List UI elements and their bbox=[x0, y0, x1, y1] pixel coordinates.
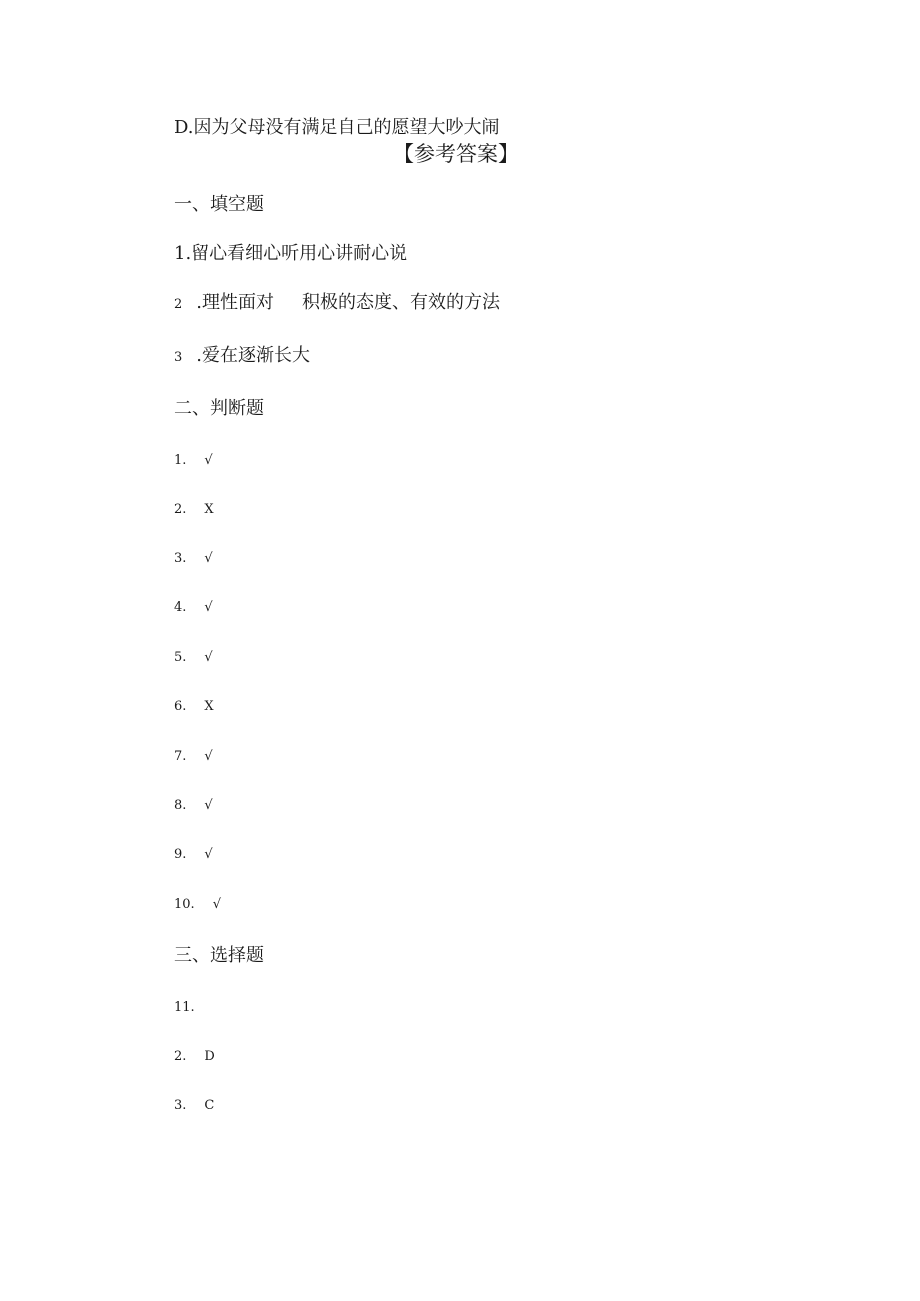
true-false-item bbox=[174, 552, 213, 565]
true-false-item bbox=[174, 651, 213, 664]
true-false-item-number: 9. bbox=[174, 847, 187, 862]
answer-key-title-text: 【参考答案】 bbox=[393, 142, 519, 166]
true-false-item-number: 2. bbox=[174, 502, 187, 517]
fill-in-item-2-number: 2 bbox=[174, 297, 183, 312]
fill-in-item-3-number: 3 bbox=[174, 350, 183, 365]
true-false-heading: 二、判断题 bbox=[174, 398, 264, 419]
true-false-item-number: 4. bbox=[174, 600, 187, 615]
true-false-item-number: 1. bbox=[174, 453, 187, 468]
true-false-item-mark: X bbox=[204, 699, 214, 714]
fill-in-heading: 一、填空题 bbox=[174, 194, 264, 215]
true-false-item bbox=[174, 898, 221, 911]
fill-in-item-2-answer-b: 积极的态度、有效的方法 bbox=[302, 292, 501, 313]
true-false-item-number: 8. bbox=[174, 798, 187, 813]
multiple-choice-item-answer: C bbox=[204, 1098, 215, 1113]
answer-key-title bbox=[0, 144, 920, 165]
true-false-item-mark: √ bbox=[212, 897, 221, 912]
true-false-item bbox=[174, 750, 213, 763]
true-false-item-mark: X bbox=[204, 502, 214, 517]
true-false-item bbox=[174, 454, 213, 467]
fill-in-item-3 bbox=[174, 347, 310, 365]
fill-in-item-3-answer: .爱在逐渐长大 bbox=[196, 345, 311, 366]
true-false-item-number: 3. bbox=[174, 551, 187, 566]
true-false-item bbox=[174, 848, 213, 861]
true-false-item bbox=[174, 503, 214, 516]
multiple-choice-item bbox=[174, 1001, 213, 1014]
true-false-item-mark: √ bbox=[204, 650, 213, 665]
multiple-choice-item bbox=[174, 1050, 215, 1063]
multiple-choice-item-number: 2. bbox=[174, 1049, 187, 1064]
fill-in-item-2 bbox=[174, 294, 500, 312]
true-false-item-mark: √ bbox=[204, 798, 213, 813]
true-false-item-mark: √ bbox=[204, 600, 213, 615]
true-false-item-mark: √ bbox=[204, 551, 213, 566]
multiple-choice-item-answer: D bbox=[204, 1049, 215, 1064]
true-false-item-number: 10. bbox=[174, 897, 195, 912]
multiple-choice-item-number: 3. bbox=[174, 1098, 187, 1113]
true-false-item bbox=[174, 601, 213, 614]
true-false-item-number: 6. bbox=[174, 699, 187, 714]
fill-in-item-2-answer-a: .理性面对 bbox=[196, 292, 275, 313]
true-false-item bbox=[174, 700, 214, 713]
true-false-item-mark: √ bbox=[204, 749, 213, 764]
true-false-item-number: 7. bbox=[174, 749, 187, 764]
multiple-choice-item bbox=[174, 1099, 214, 1112]
fill-in-item-1: 1.留心看细心听用心讲耐心说 bbox=[174, 243, 408, 264]
true-false-item-number: 5. bbox=[174, 650, 187, 665]
true-false-item-mark: √ bbox=[204, 453, 213, 468]
true-false-item-mark: √ bbox=[204, 847, 213, 862]
option-d-text: D.因为父母没有满足自己的愿望大吵大闹 bbox=[174, 117, 500, 138]
multiple-choice-heading: 三、选择题 bbox=[174, 945, 264, 966]
true-false-item bbox=[174, 799, 213, 812]
multiple-choice-item-number: 11. bbox=[174, 1000, 195, 1015]
